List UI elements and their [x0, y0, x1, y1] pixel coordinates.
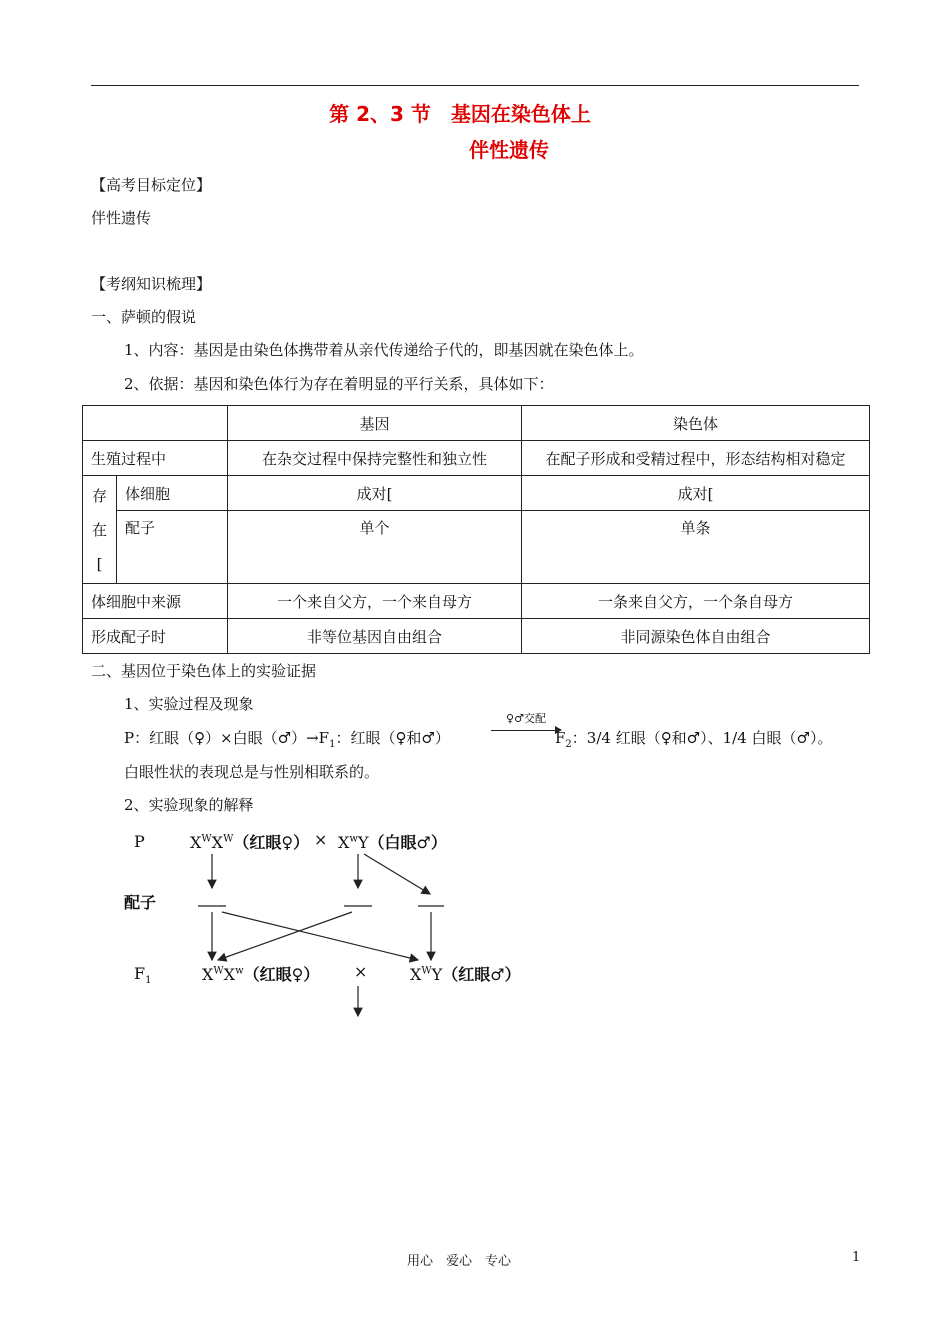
table-header-cell [83, 406, 228, 441]
male-f1-x: X [410, 965, 422, 984]
cross-left-tail: ：红眼（♀和♂） [335, 729, 450, 747]
part1-heading: 一、萨顿的假说 [91, 308, 197, 326]
table-cell: 配子 [117, 511, 228, 584]
table-cell: 在杂交过程中保持完整性和独立性 [228, 441, 522, 476]
table-cell: 体细胞 [117, 476, 228, 511]
knowledge-heading: 【考纲知识梳理】 [91, 275, 212, 293]
male-p-y: Y [357, 833, 369, 852]
cross-right-sub: 2 [565, 739, 572, 750]
header-rule [91, 85, 859, 86]
f1-cross-sign: × [354, 962, 368, 981]
table-cell: 单条 [522, 511, 870, 584]
table-cell: 在配子形成和受精过程中，形态结构相对稳定 [522, 441, 870, 476]
page-title: 第 2、3 节 基因在染色体上 [329, 102, 591, 126]
f1-arrow-2 [222, 912, 418, 960]
female-f1-x2: X [223, 965, 236, 984]
table-cell: 非同源染色体自由组合 [522, 619, 870, 654]
cross-right-text: ：3/4 红眼（♀和♂）、1/4 白眼（♂）。 [571, 729, 833, 747]
exist-label-char: [ [96, 554, 103, 573]
table-cell: 形成配子时 [83, 619, 228, 654]
arrow-label: ♀♂交配 [506, 712, 546, 725]
part2-item2: 2、实验现象的解释 [124, 796, 254, 814]
table-header-cell: 基因 [228, 406, 522, 441]
page-number: 1 [852, 1250, 861, 1265]
female-f1-sup1: W [213, 965, 224, 977]
exist-label-char: 存 [91, 486, 107, 505]
male-f1-sup: W [421, 965, 432, 977]
exist-label-char: 在 [91, 520, 107, 539]
table-row [83, 406, 870, 441]
table-row [83, 441, 870, 476]
gamete-label: 配子 [124, 893, 157, 912]
part1-item1: 1、内容：基因是由染色体携带着从亲代传递给子代的，即基因就在染色体上。 [124, 341, 644, 359]
table-cell: 单个 [228, 511, 522, 584]
female-f1-desc: （红眼♀） [243, 965, 320, 984]
exist-label-cell [83, 476, 117, 584]
table-cell: 成对[ [228, 476, 522, 511]
table-cell: 体细胞中来源 [83, 584, 228, 619]
table-row [83, 584, 870, 619]
goal-content: 伴性遗传 [91, 209, 152, 227]
cross-left [124, 727, 450, 750]
genetic-cross-diagram [118, 822, 521, 1022]
comparison-table [82, 405, 870, 654]
female-p-sup1: W [201, 833, 212, 845]
male-f1-desc: （红眼♂） [442, 965, 521, 984]
table-cell: 一条来自父方，一个条自母方 [522, 584, 870, 619]
male-p-x: X [338, 833, 350, 852]
f1-label-text: F [134, 964, 146, 983]
male-p-sup: w [349, 833, 358, 845]
p-label: P [134, 832, 145, 851]
arrow-line [491, 730, 557, 731]
cross-arrows [118, 822, 521, 1022]
table-row [83, 476, 870, 511]
cross-left-sub: 1 [329, 739, 336, 750]
male-p-desc: （白眼♂） [368, 833, 447, 852]
part1-item2: 2、依据：基因和染色体行为存在着明显的平行关系，具体如下： [124, 375, 554, 393]
table-row [83, 619, 870, 654]
female-f1-sup2: w [235, 965, 244, 977]
cross-left-text: P：红眼（♀）×白眼（♂）→F [124, 729, 330, 747]
female-f1-x1: X [202, 965, 214, 984]
table-cell: 成对[ [522, 476, 870, 511]
male-gamete-arrow-y [364, 854, 430, 894]
table-cell: 一个来自父方，一个来自母方 [228, 584, 522, 619]
female-p-desc: （红眼♀） [233, 833, 310, 852]
part2-item1: 1、实验过程及现象 [124, 695, 254, 713]
part2-note: 白眼性状的表现总是与性别相联系的。 [124, 763, 380, 781]
footer-text: 用心 爱心 专心 [407, 1254, 512, 1269]
mating-arrow [491, 710, 561, 740]
part2-heading: 二、基因位于染色体上的实验证据 [91, 662, 317, 680]
f1-arrow-3 [218, 912, 352, 960]
cross-right [555, 727, 832, 750]
male-f1-y: Y [431, 965, 443, 984]
page-subtitle: 伴性遗传 [469, 138, 549, 162]
table-header-cell: 染色体 [522, 406, 870, 441]
female-p-x1: X [190, 833, 202, 852]
table-cell: 生殖过程中 [83, 441, 228, 476]
table-cell: 非等位基因自由组合 [228, 619, 522, 654]
goal-heading: 【高考目标定位】 [91, 176, 212, 194]
cross-sign: × [314, 830, 328, 849]
table-row [83, 511, 870, 584]
female-p-x2: X [211, 833, 224, 852]
female-p-sup2: W [223, 833, 234, 845]
f1-label-sub: 1 [145, 975, 152, 987]
cross-right-prefix: F [555, 729, 566, 747]
